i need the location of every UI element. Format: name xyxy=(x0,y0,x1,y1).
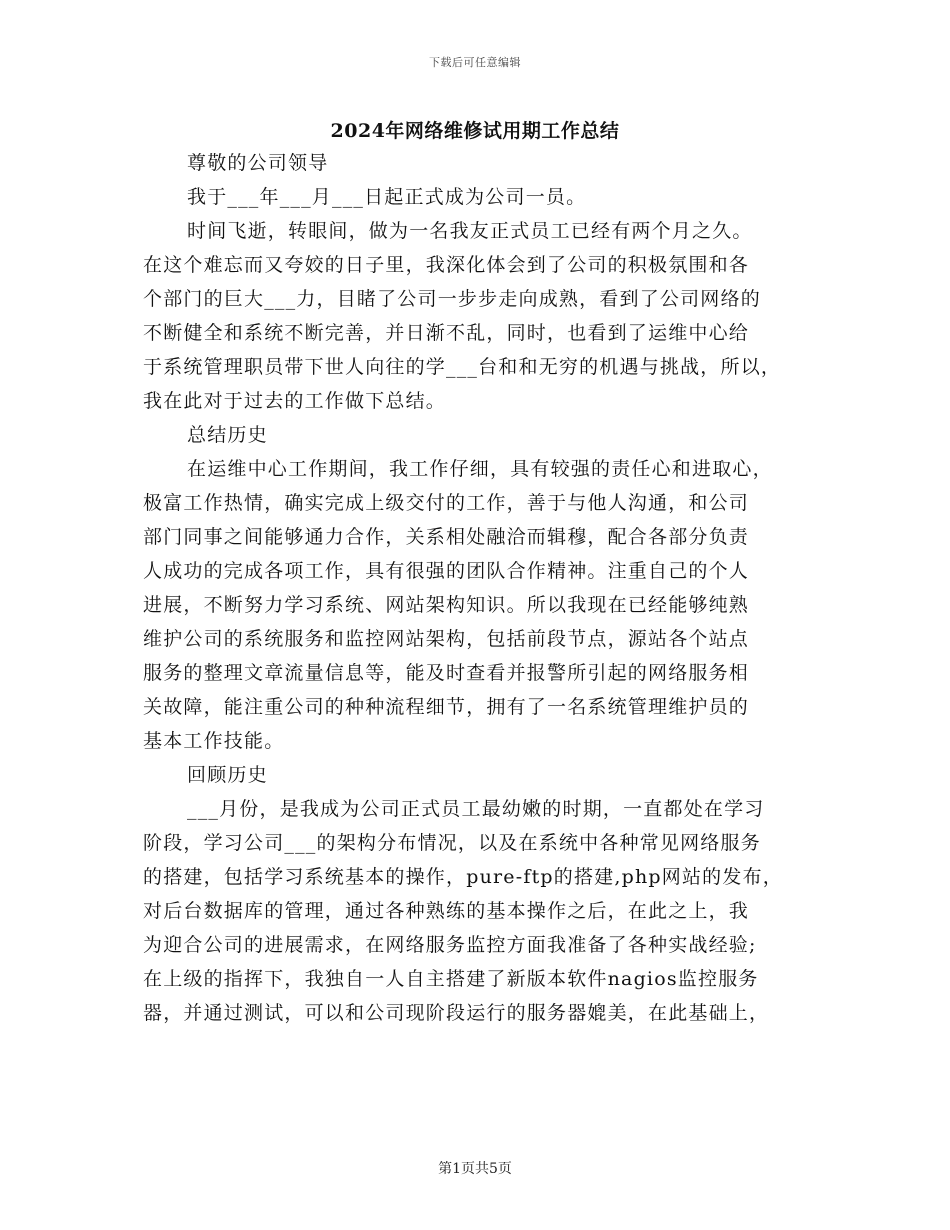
paragraph-line: 的搭建，包括学习系统基本的操作，pure-ftp的搭建,php网站的发布， xyxy=(143,866,783,888)
paragraph-line: 在这个难忘而又夸姣的日子里，我深化体会到了公司的积极氛围和各 xyxy=(143,254,750,276)
paragraph-line: 关故障，能注重公司的种种流程细节，拥有了一名系统管理维护员的 xyxy=(143,696,750,718)
paragraph-line: 进展，不断努力学习系统、网站架构知识。所以我现在已经能够纯熟 xyxy=(143,594,750,616)
paragraph-line: 维护公司的系统服务和监控网站架构，包括前段节点，源站各个站点 xyxy=(143,628,750,650)
paragraph-line: 对后台数据库的管理，通过各种熟练的基本操作之后，在此之上，我 xyxy=(143,900,750,922)
paragraph-line: 器，并通过测试，可以和公司现阶段运行的服务器媲美，在此基础上， xyxy=(143,1002,770,1024)
document-title: 2024年网络维修试用期工作总结 xyxy=(330,120,620,142)
paragraph-line: 极富工作热情，确实完成上级交付的工作，善于与他人沟通，和公司 xyxy=(143,492,750,514)
paragraph-line: 为迎合公司的进展需求，在网络服务监控方面我准备了各种实战经验; xyxy=(143,934,757,956)
paragraph-line: 在运维中心工作期间，我工作仔细，具有较强的责任心和进取心， xyxy=(187,458,773,480)
section-heading: 回顾历史 xyxy=(187,764,268,786)
salutation-line: 尊敬的公司领导 xyxy=(187,152,329,174)
paragraph-line: ___月份，是我成为公司正式员工最幼嫩的时期，一直都处在学习 xyxy=(187,798,765,820)
paragraph-line: 我在此对于过去的工作做下总结。 xyxy=(143,390,447,412)
paragraph-line: 不断健全和系统不断完善，并日渐不乱，同时，也看到了运维中心给 xyxy=(143,322,750,344)
paragraph-line: 基本工作技能。 xyxy=(143,730,285,752)
paragraph-line: 于系统管理职员带下世人向往的学___台和和无穷的机遇与挑战，所以， xyxy=(143,356,782,378)
paragraph-line: 人成功的完成各项工作，具有很强的团队合作精神。注重自己的个人 xyxy=(143,560,750,582)
paragraph-line: 时间飞逝，转眼间，做为一名我友正式员工已经有两个月之久。 xyxy=(187,220,753,242)
page-header-note: 下载后可任意编辑 xyxy=(429,56,521,69)
paragraph-line: 在上级的指挥下，我独自一人自主搭建了新版本软件nagios监控服务 xyxy=(143,968,759,990)
page-number-footer: 第1页共5页 xyxy=(438,1161,512,1177)
paragraph-line: 个部门的巨大___力，目睹了公司一步步走向成熟，看到了公司网络的 xyxy=(143,288,761,310)
paragraph-line: 我于___年___月___日起正式成为公司一员。 xyxy=(187,186,587,208)
paragraph-line: 服务的整理文章流量信息等，能及时查看并报警所引起的网络服务相 xyxy=(143,662,750,684)
paragraph-line: 部门同事之间能够通力合作，关系相处融洽而辑穆，配合各部分负责 xyxy=(143,526,750,548)
document-body xyxy=(143,146,807,1030)
section-heading: 总结历史 xyxy=(187,424,268,446)
paragraph-line: 阶段，学习公司___的架构分布情况，以及在系统中各种常见网络服务 xyxy=(143,832,761,854)
